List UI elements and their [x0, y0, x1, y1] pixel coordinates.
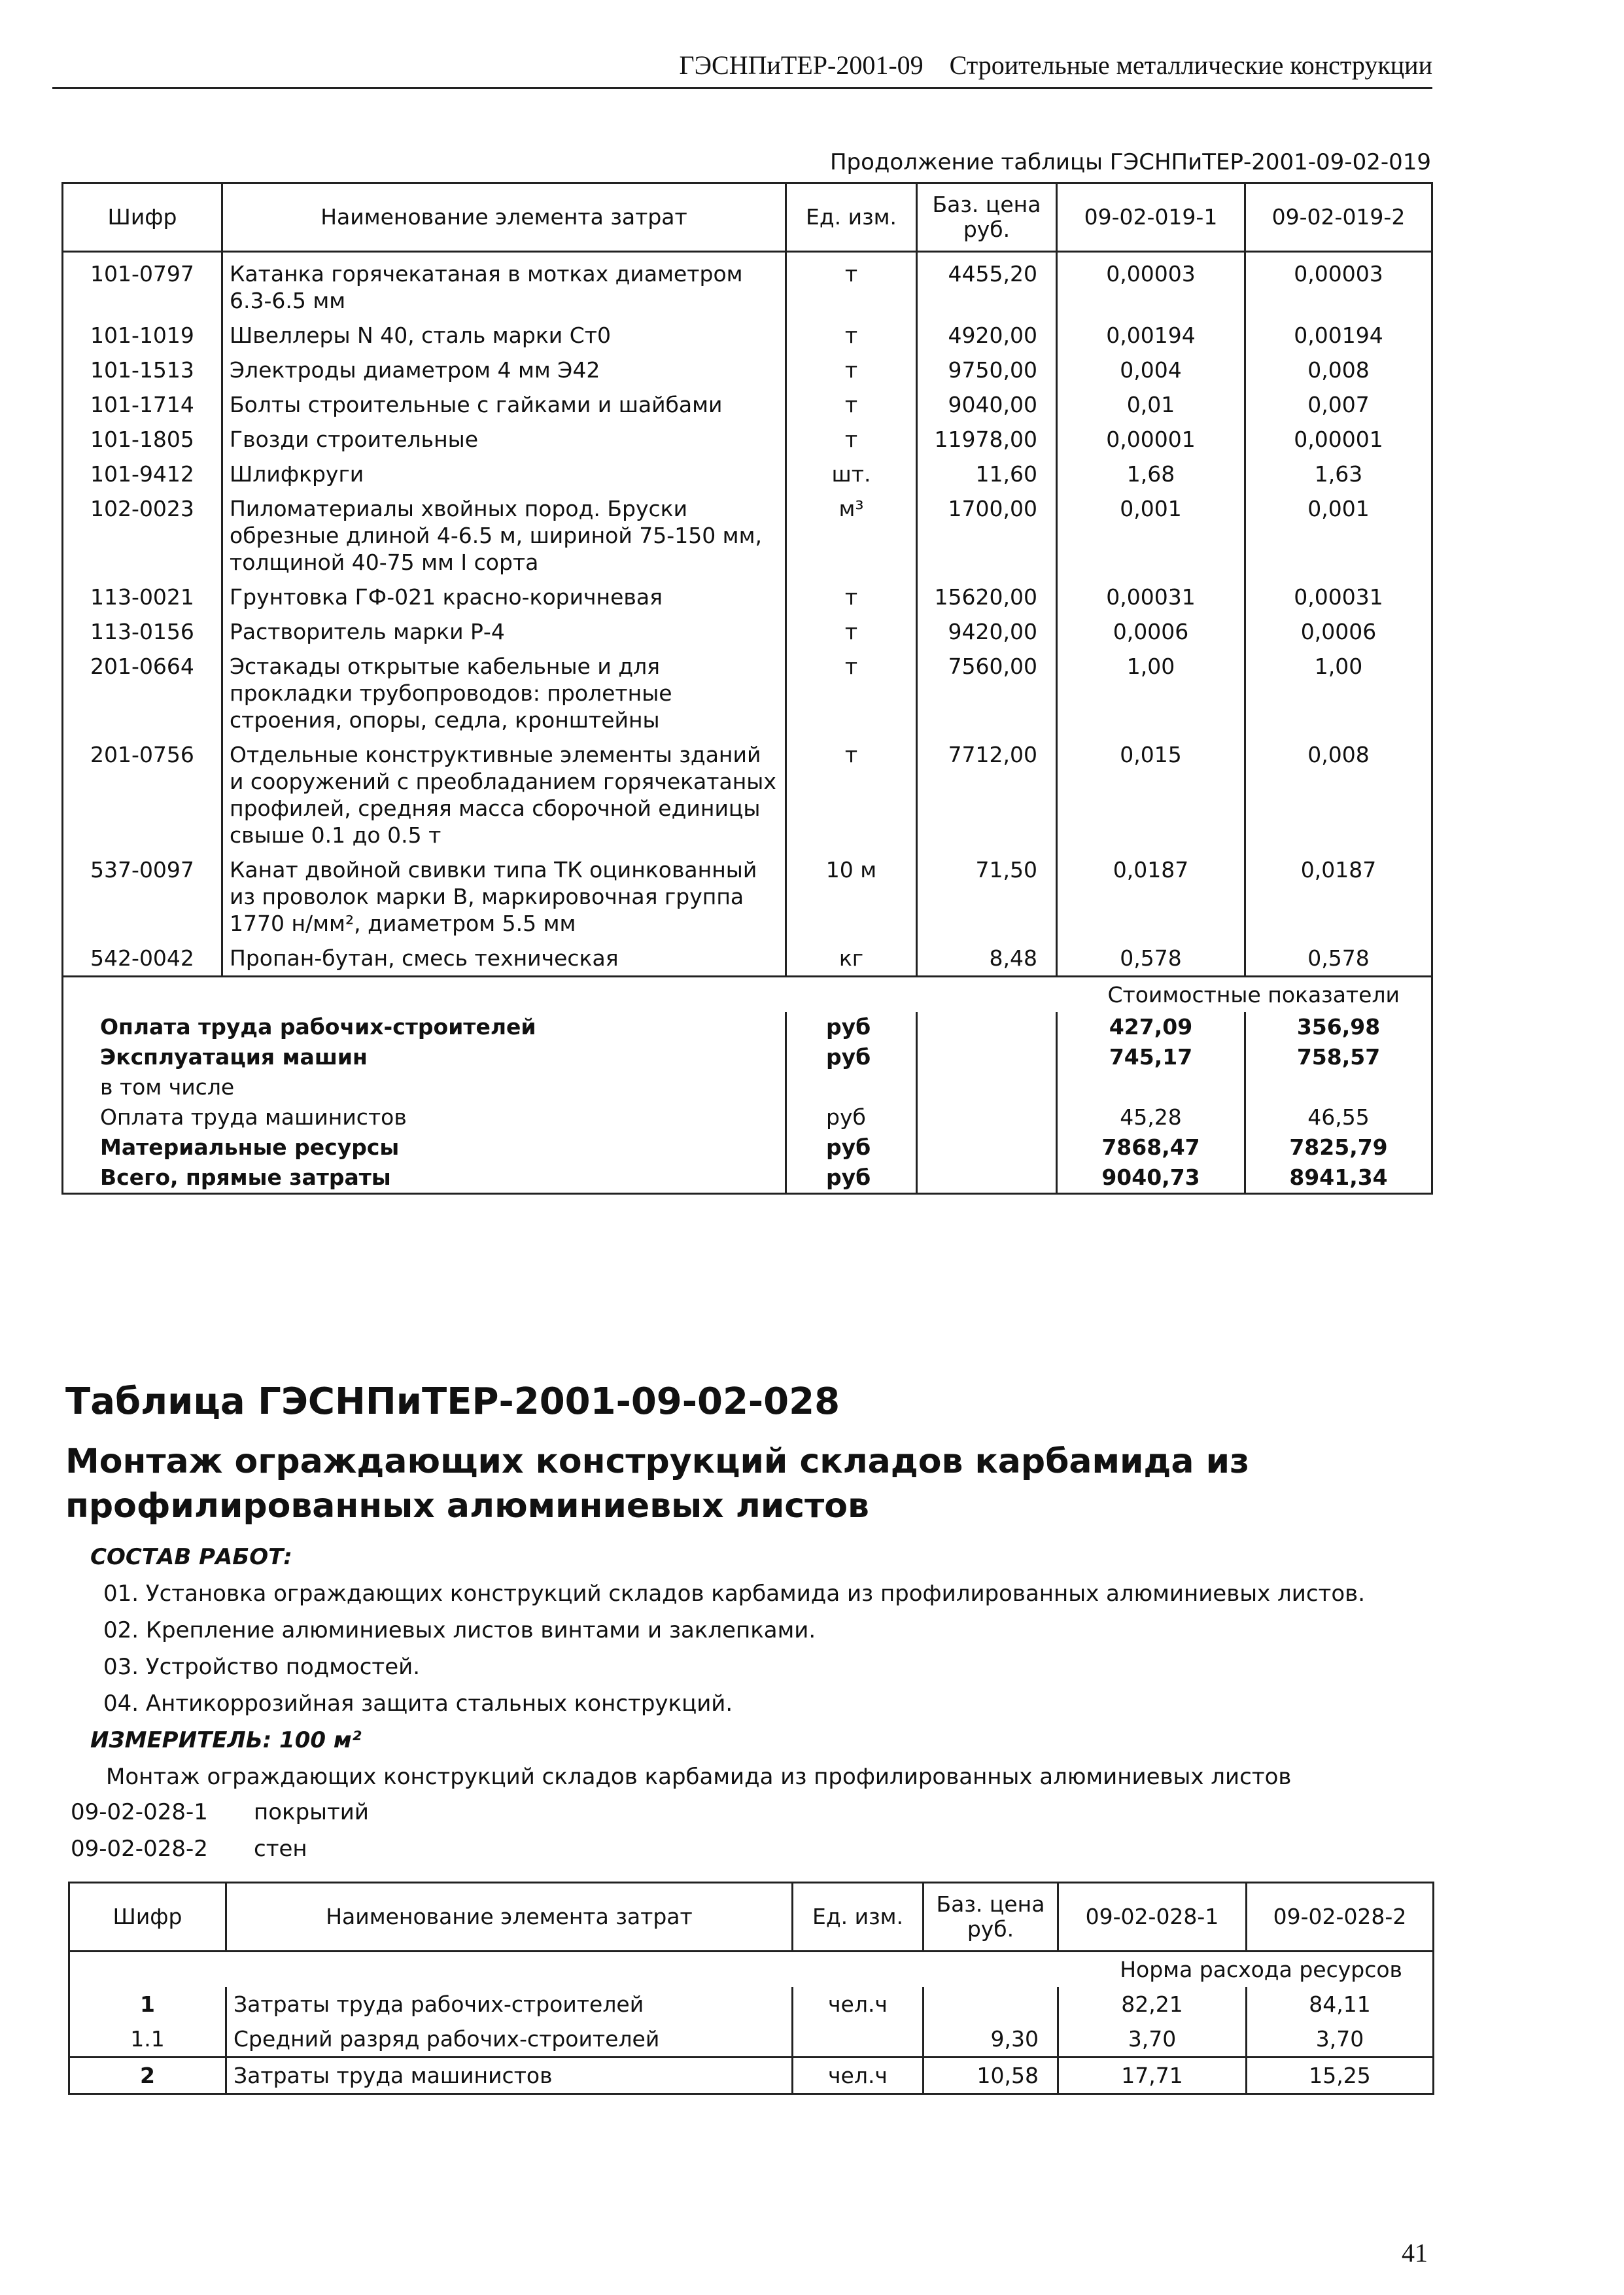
- resource-price: 9420,00: [917, 614, 1057, 649]
- summary-value-2: 8941,34: [1245, 1163, 1432, 1194]
- work-item: 02. Крепление алюминиевых листов винтами и заклепками.: [103, 1617, 816, 1643]
- summary-name: в том числе: [63, 1072, 786, 1102]
- summary-row: [63, 1042, 1432, 1072]
- resource-code: 113-0021: [63, 580, 222, 614]
- resource-unit: т: [786, 614, 917, 649]
- summary-price-empty: [917, 1163, 1057, 1194]
- col-header-price: Баз. цена руб.: [917, 183, 1057, 252]
- resource-value-1: 0,001: [1057, 491, 1245, 580]
- resource-value-2: 0,007: [1245, 387, 1432, 422]
- col-header-code: Шифр: [63, 183, 222, 252]
- summary-row: [63, 1132, 1432, 1163]
- variants-block: [71, 1799, 369, 1872]
- summary-unit: руб: [786, 1012, 917, 1042]
- resource-value-1: 0,00003: [1057, 252, 1245, 319]
- resource-code: 201-0664: [63, 649, 222, 737]
- subtitle-line1: Монтаж ограждающих конструкций складов карбамида из: [65, 1442, 1250, 1481]
- table-row: [63, 852, 1432, 941]
- summary-value-2: [1245, 1072, 1432, 1102]
- resource-code: 101-1513: [63, 353, 222, 387]
- meter-label: ИЗМЕРИТЕЛЬ: 100 м²: [90, 1727, 362, 1753]
- section-description: Монтаж ограждающих конструкций складов карбамида из профилированных алюминиевых листов: [106, 1764, 1292, 1790]
- table2-title: Таблица ГЭСНПиТЕР-2001-09-02-028: [65, 1380, 840, 1423]
- table-row: [63, 353, 1432, 387]
- resource-value-1: 17,71: [1058, 2058, 1247, 2094]
- resource-price: 7560,00: [917, 649, 1057, 737]
- col-header-v2: 09-02-028-2: [1247, 1883, 1434, 1952]
- table-row: [63, 580, 1432, 614]
- resource-unit: 10 м: [786, 852, 917, 941]
- resource-value-2: 0,008: [1245, 353, 1432, 387]
- col-header-name: Наименование элемента затрат: [222, 183, 786, 252]
- resource-code: 537-0097: [63, 852, 222, 941]
- table1-caption: Продолжение таблицы ГЭСНПиТЕР-2001-09-02-019: [829, 149, 1431, 175]
- variant-label: стен: [254, 1836, 307, 1862]
- subtitle-line2: профилированных алюминиевых листов: [65, 1486, 869, 1526]
- resource-value-1: 1,68: [1057, 457, 1245, 491]
- resource-unit: чел.ч: [793, 1987, 924, 2022]
- col-header-name: Наименование элемента затрат: [226, 1883, 793, 1952]
- summary-value-1: 7868,47: [1057, 1132, 1245, 1163]
- summary-value-2: 7825,79: [1245, 1132, 1432, 1163]
- resource-value-2: 15,25: [1247, 2058, 1434, 2094]
- resource-value-2: 0,008: [1245, 737, 1432, 852]
- variant-label: покрытий: [254, 1799, 369, 1825]
- summary-title-row: [63, 977, 1432, 1013]
- table-row: [63, 252, 1432, 319]
- resource-name: Канат двойной свивки типа ТК оцинкованный из проволок марки В, маркировочная группа 1770 н/мм², диаметром 5.5 мм: [222, 852, 786, 941]
- resource-value-1: 0,578: [1057, 941, 1245, 977]
- resource-value-2: 0,00003: [1245, 252, 1432, 319]
- resource-name: Отдельные конструктивные элементы зданий и сооружений с преобладанием горячекатаных профилей, средняя масса сборочной единицы свыше 0.1 до 0.5 т: [222, 737, 786, 852]
- resource-value-2: 0,001: [1245, 491, 1432, 580]
- resource-value-2: 84,11: [1247, 1987, 1434, 2022]
- resource-code: 113-0156: [63, 614, 222, 649]
- table1: [61, 182, 1433, 1195]
- variant-item: [71, 1799, 369, 1836]
- resource-price: 15620,00: [917, 580, 1057, 614]
- summary-price-empty: [917, 1042, 1057, 1072]
- summary-unit: руб: [786, 1102, 917, 1132]
- summary-unit: руб: [786, 1042, 917, 1072]
- col-header-price: Баз. цена руб.: [924, 1883, 1058, 1952]
- summary-price-empty: [917, 1012, 1057, 1042]
- resource-value-1: 3,70: [1058, 2022, 1247, 2058]
- work-item: 03. Устройство подмостей.: [103, 1654, 421, 1680]
- summary-row: [63, 1072, 1432, 1102]
- resource-value-1: 0,015: [1057, 737, 1245, 852]
- table-row: [63, 737, 1432, 852]
- resource-price: 11978,00: [917, 422, 1057, 457]
- resource-name: Шлифкруги: [222, 457, 786, 491]
- resource-unit: т: [786, 422, 917, 457]
- summary-price-empty: [917, 1102, 1057, 1132]
- table-row: [63, 491, 1432, 580]
- resource-name: Электроды диаметром 4 мм Э42: [222, 353, 786, 387]
- resource-value-2: 1,00: [1245, 649, 1432, 737]
- resource-code: 101-1019: [63, 318, 222, 353]
- resource-value-2: 0,00194: [1245, 318, 1432, 353]
- resource-unit: м³: [786, 491, 917, 580]
- resource-code: 542-0042: [63, 941, 222, 977]
- resource-code: 101-1805: [63, 422, 222, 457]
- works-block: [90, 1544, 1365, 1800]
- resource-price: 9,30: [924, 2022, 1058, 2058]
- resource-value-1: 82,21: [1058, 1987, 1247, 2022]
- table-row: [63, 387, 1432, 422]
- resource-unit: т: [786, 353, 917, 387]
- resource-name: Затраты труда рабочих-строителей: [226, 1987, 793, 2022]
- resource-value-1: 0,00031: [1057, 580, 1245, 614]
- col-header-unit: Ед. изм.: [793, 1883, 924, 1952]
- summary-value-2: 356,98: [1245, 1012, 1432, 1042]
- summary-value-1: 45,28: [1057, 1102, 1245, 1132]
- resource-value-1: 1,00: [1057, 649, 1245, 737]
- variant-code: 09-02-028-2: [71, 1836, 208, 1862]
- resource-value-1: 0,01: [1057, 387, 1245, 422]
- resource-code: 102-0023: [63, 491, 222, 580]
- resource-unit: шт.: [786, 457, 917, 491]
- resource-name: Растворитель марки Р-4: [222, 614, 786, 649]
- resource-name: Средний разряд рабочих-строителей: [226, 2022, 793, 2058]
- resource-name: Затраты труда машинистов: [226, 2058, 793, 2094]
- resource-price: [924, 1987, 1058, 2022]
- summary-row: [63, 1012, 1432, 1042]
- resource-unit: [793, 2022, 924, 2058]
- col-header-unit: Ед. изм.: [786, 183, 917, 252]
- resource-value-2: 0,00031: [1245, 580, 1432, 614]
- variant-code: 09-02-028-1: [71, 1799, 208, 1825]
- resource-price: 1700,00: [917, 491, 1057, 580]
- summary-unit: руб: [786, 1163, 917, 1194]
- resource-value-1: 0,00194: [1057, 318, 1245, 353]
- resource-code: 1.1: [69, 2022, 226, 2058]
- resource-value-2: 0,00001: [1245, 422, 1432, 457]
- resource-value-1: 0,0006: [1057, 614, 1245, 649]
- summary-row: [63, 1163, 1432, 1194]
- col-header-v1: 09-02-019-1: [1057, 183, 1245, 252]
- table-row: [69, 2022, 1434, 2058]
- summary-unit: руб: [786, 1132, 917, 1163]
- resource-unit: т: [786, 252, 917, 319]
- summary-name: Материальные ресурсы: [63, 1132, 786, 1163]
- table-row: [63, 941, 1432, 977]
- col-header-v2: 09-02-019-2: [1245, 183, 1432, 252]
- table-row: [63, 614, 1432, 649]
- table-row: [63, 649, 1432, 737]
- resource-price: 8,48: [917, 941, 1057, 977]
- col-header-v1: 09-02-028-1: [1058, 1883, 1247, 1952]
- resource-name: Катанка горячекатаная в мотках диаметром 6.3-6.5 мм: [222, 252, 786, 319]
- resource-unit: т: [786, 387, 917, 422]
- summary-value-1: [1057, 1072, 1245, 1102]
- resource-value-2: 0,0006: [1245, 614, 1432, 649]
- resource-value-2: 0,578: [1245, 941, 1432, 977]
- resource-name: Грунтовка ГФ-021 красно-коричневая: [222, 580, 786, 614]
- table-row: [69, 2058, 1434, 2094]
- summary-unit: [786, 1072, 917, 1102]
- resource-price: 4920,00: [917, 318, 1057, 353]
- resource-unit: чел.ч: [793, 2058, 924, 2094]
- table1-header-row: [63, 183, 1432, 252]
- resource-code: 101-9412: [63, 457, 222, 491]
- resource-code: 101-0797: [63, 252, 222, 319]
- table2-header-row: [69, 1883, 1434, 1952]
- summary-value-1: 427,09: [1057, 1012, 1245, 1042]
- page-number: 41: [1402, 2238, 1428, 2268]
- resource-name: Пиломатериалы хвойных пород. Бруски обрезные длиной 4-6.5 м, шириной 75-150 мм, толщиной 40-75 мм I сорта: [222, 491, 786, 580]
- resource-unit: т: [786, 318, 917, 353]
- resource-price: 10,58: [924, 2058, 1058, 2094]
- resource-price: 11,60: [917, 457, 1057, 491]
- resource-unit: т: [786, 737, 917, 852]
- summary-price-empty: [917, 1072, 1057, 1102]
- resource-code: 1: [69, 1987, 226, 2022]
- table2: [68, 1882, 1434, 2095]
- summary-row: [63, 1102, 1432, 1132]
- table2-subtitle: [65, 1439, 1249, 1528]
- summary-name: Оплата труда машинистов: [63, 1102, 786, 1132]
- norm-title-row: [69, 1952, 1434, 1988]
- variant-item: [71, 1836, 369, 1872]
- works-label: СОСТАВ РАБОТ:: [90, 1544, 292, 1570]
- resource-name: Пропан-бутан, смесь техническая: [222, 941, 786, 977]
- resource-code: 2: [69, 2058, 226, 2094]
- resource-value-1: 0,00001: [1057, 422, 1245, 457]
- resource-value-1: 0,0187: [1057, 852, 1245, 941]
- resource-price: 71,50: [917, 852, 1057, 941]
- summary-value-2: 46,55: [1245, 1102, 1432, 1132]
- resource-price: 7712,00: [917, 737, 1057, 852]
- resource-price: 4455,20: [917, 252, 1057, 319]
- resource-value-2: 3,70: [1247, 2022, 1434, 2058]
- summary-name: Оплата труда рабочих-строителей: [63, 1012, 786, 1042]
- resource-name: Гвозди строительные: [222, 422, 786, 457]
- work-item: 01. Установка ограждающих конструкций складов карбамида из профилированных алюминиевых листов.: [103, 1581, 1366, 1607]
- summary-value-1: 9040,73: [1057, 1163, 1245, 1194]
- resource-code: 101-1714: [63, 387, 222, 422]
- resource-name: Болты строительные с гайками и шайбами: [222, 387, 786, 422]
- header-title: Строительные металлические конструкции: [949, 50, 1432, 80]
- resource-value-1: 0,004: [1057, 353, 1245, 387]
- running-header: [52, 50, 1432, 89]
- resource-name: Швеллеры N 40, сталь марки Ст0: [222, 318, 786, 353]
- resource-price: 9040,00: [917, 387, 1057, 422]
- norm-title: Норма расхода ресурсов: [69, 1952, 1434, 1988]
- resource-unit: кг: [786, 941, 917, 977]
- summary-price-empty: [917, 1132, 1057, 1163]
- work-item: 04. Антикоррозийная защита стальных конструкций.: [103, 1691, 733, 1717]
- resource-name: Эстакады открытые кабельные и для прокладки трубопроводов: пролетные строения, опоры, седла, кронштейны: [222, 649, 786, 737]
- resource-code: 201-0756: [63, 737, 222, 852]
- table-row: [69, 1987, 1434, 2022]
- summary-value-1: 745,17: [1057, 1042, 1245, 1072]
- resource-price: 9750,00: [917, 353, 1057, 387]
- table-row: [63, 422, 1432, 457]
- resource-unit: т: [786, 649, 917, 737]
- resource-value-2: 1,63: [1245, 457, 1432, 491]
- header-code: ГЭСНПиТЕР-2001-09: [679, 50, 924, 80]
- table-row: [63, 318, 1432, 353]
- summary-name: Эксплуатация машин: [63, 1042, 786, 1072]
- table-row: [63, 457, 1432, 491]
- col-header-code: Шифр: [69, 1883, 226, 1952]
- summary-name: Всего, прямые затраты: [63, 1163, 786, 1194]
- resource-unit: т: [786, 580, 917, 614]
- summary-title: Стоимостные показатели: [63, 977, 1432, 1013]
- summary-value-2: 758,57: [1245, 1042, 1432, 1072]
- resource-value-2: 0,0187: [1245, 852, 1432, 941]
